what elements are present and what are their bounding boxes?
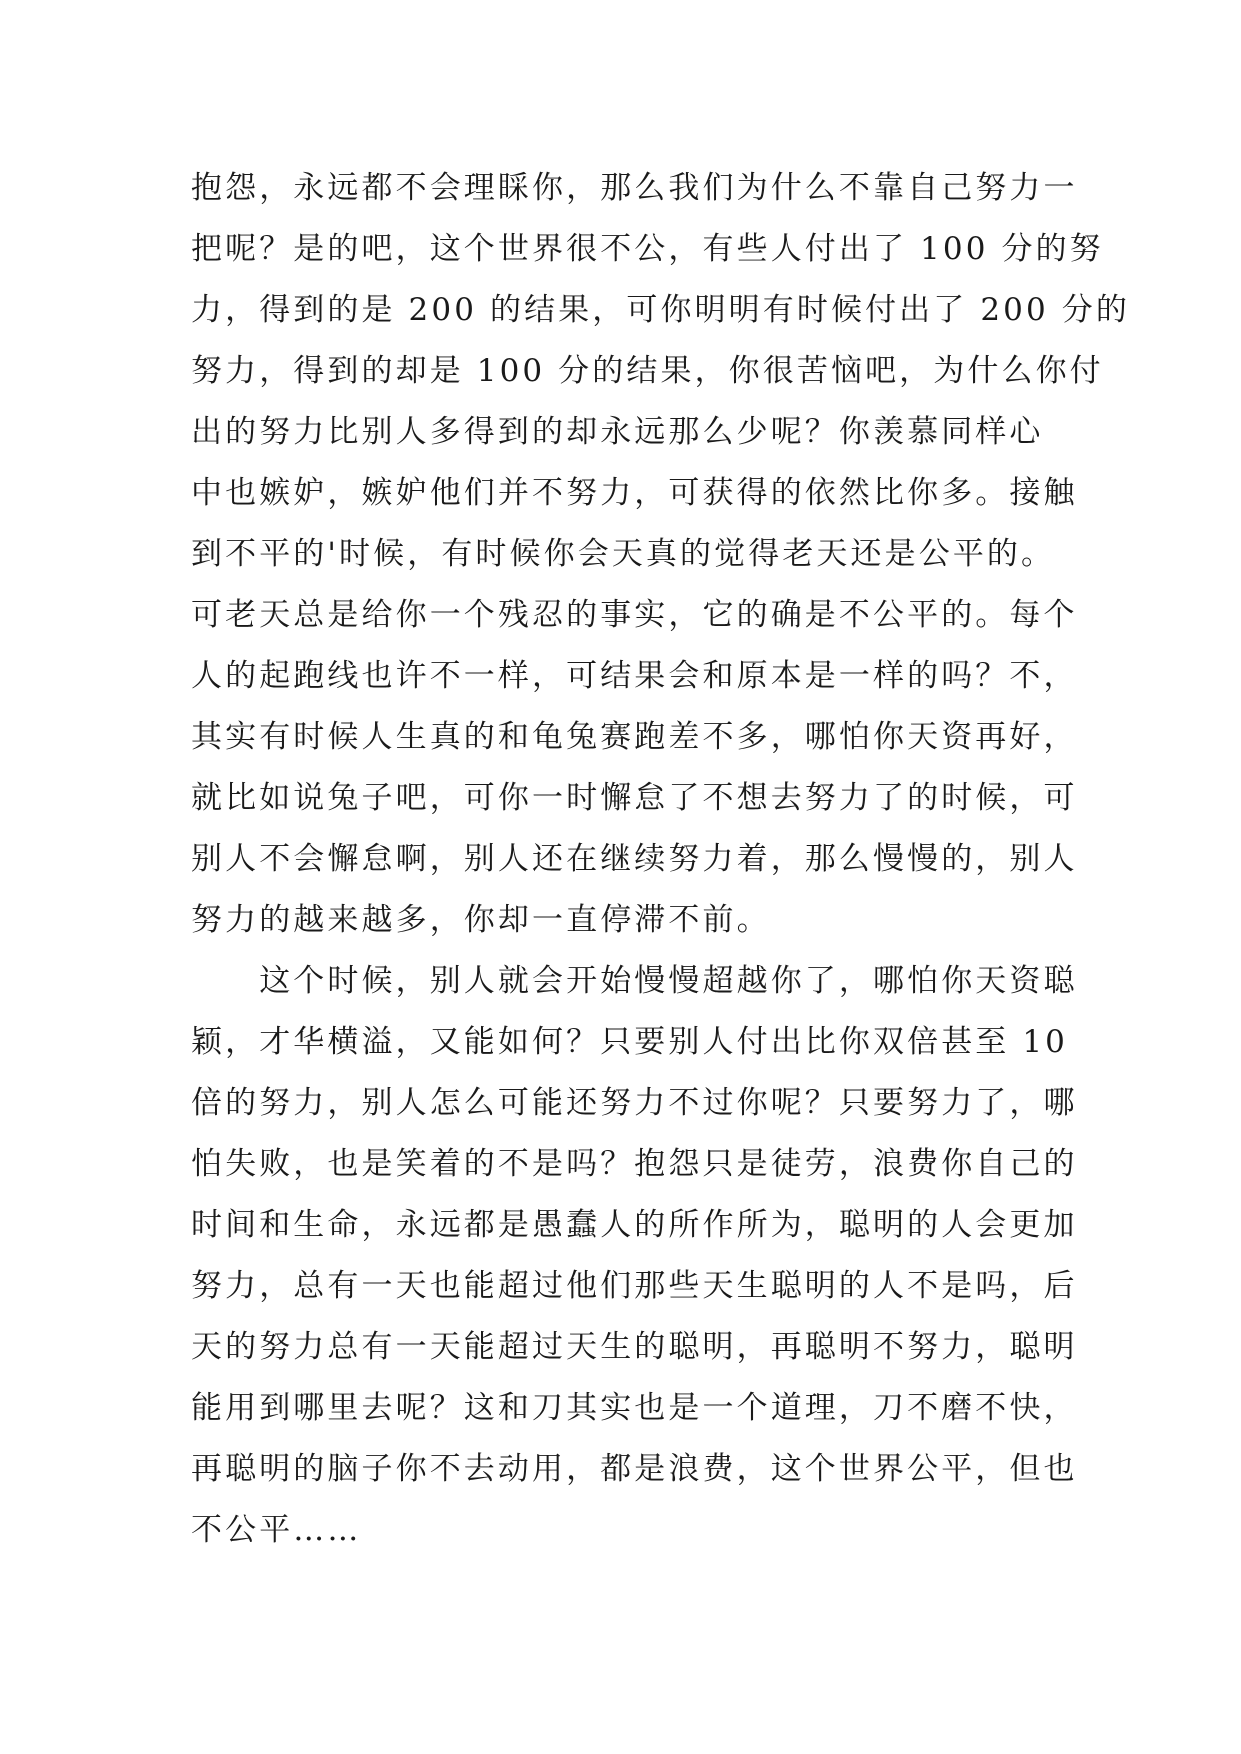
text-line: 时间和生命，永远都是愚蠢人的所作所为，聪明的人会更加 — [191, 1207, 1078, 1243]
text-line: 天的努力总有一天能超过天生的聪明，再聪明不努力，聪明 — [191, 1329, 1078, 1365]
text-line: 出的努力比别人多得到的却永远那么少呢？你羡慕同样心 — [191, 414, 1044, 450]
text-line: 努力的越来越多，你却一直停滞不前。 — [191, 902, 771, 938]
text-line: 其实有时候人生真的和龟兔赛跑差不多，哪怕你天资再好， — [191, 719, 1078, 755]
text-line: 倍的努力，别人怎么可能还努力不过你呢？只要努力了，哪 — [191, 1085, 1078, 1121]
text-line: 就比如说兔子吧，可你一时懈怠了不想去努力了的时候，可 — [191, 780, 1078, 816]
text-line: 能用到哪里去呢？这和刀其实也是一个道理，刀不磨不快， — [191, 1390, 1078, 1426]
text-line: 人的起跑线也许不一样，可结果会和原本是一样的吗？不， — [191, 658, 1078, 694]
text-line: 努力，得到的却是 100 分的结果，你很苦恼吧，为什么你付 — [191, 353, 1104, 389]
text-line: 可老天总是给你一个残忍的事实，它的确是不公平的。每个 — [191, 597, 1078, 633]
text-line: 力，得到的是 200 的结果，可你明明有时候付出了 200 分的 — [191, 292, 1130, 328]
text-line: 中也嫉妒，嫉妒他们并不努力，可获得的依然比你多。接触 — [191, 475, 1078, 511]
text-line: 抱怨，永远都不会理睬你，那么我们为什么不靠自己努力一 — [191, 170, 1078, 206]
text-line: 别人不会懈怠啊，别人还在继续努力着，那么慢慢的，别人 — [191, 841, 1078, 877]
text-line: 怕失败，也是笑着的不是吗？抱怨只是徒劳，浪费你自己的 — [191, 1146, 1078, 1182]
body-text — [191, 158, 1130, 1561]
text-line: 颖，才华横溢，又能如何？只要别人付出比你双倍甚至 10 — [191, 1024, 1068, 1060]
text-line: 努力，总有一天也能超过他们那些天生聪明的人不是吗，后 — [191, 1268, 1078, 1304]
text-line: 不公平…… — [191, 1512, 362, 1548]
text-line: 这个时候，别人就会开始慢慢超越你了，哪怕你天资聪 — [191, 963, 1078, 999]
text-line: 到不平的'时候，有时候你会天真的觉得老天还是公平的。 — [191, 536, 1056, 572]
text-line: 把呢？是的吧，这个世界很不公，有些人付出了 100 分的努 — [191, 231, 1104, 267]
text-line: 再聪明的脑子你不去动用，都是浪费，这个世界公平，但也 — [191, 1451, 1078, 1487]
